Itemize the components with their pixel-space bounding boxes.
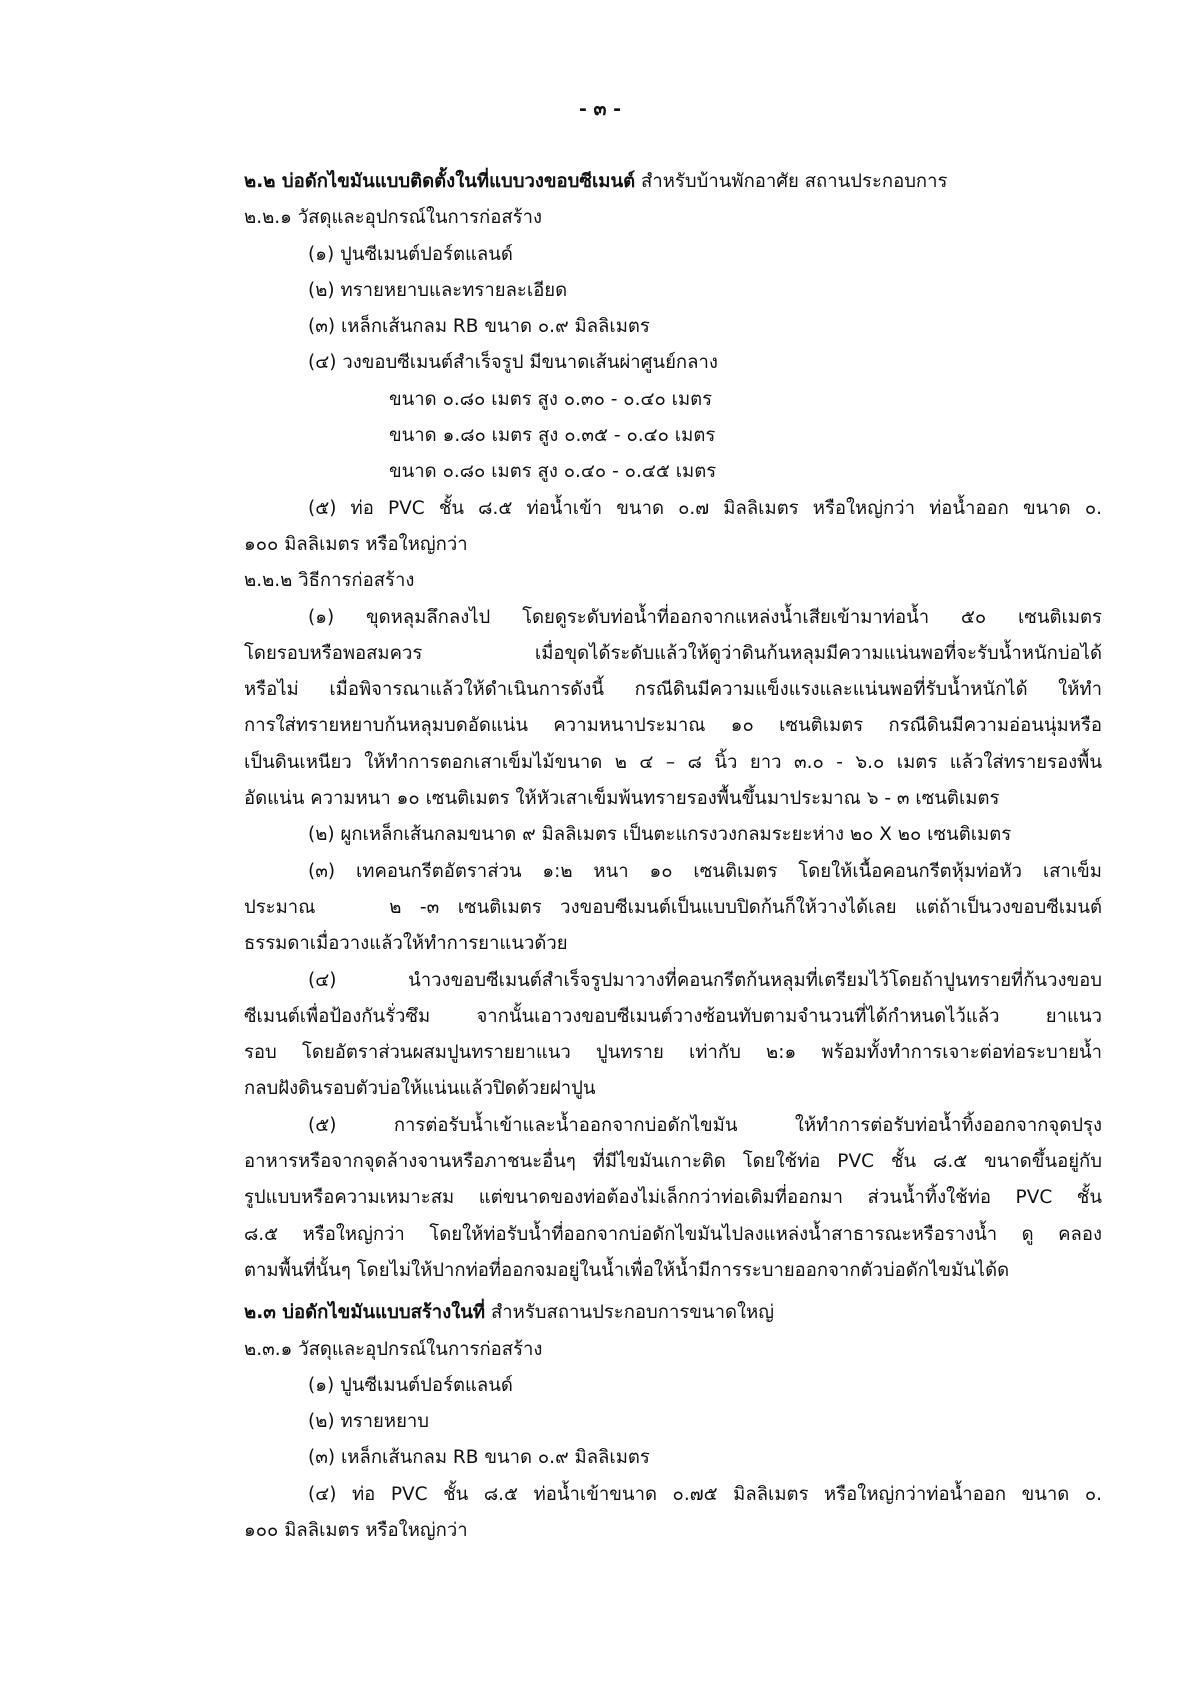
list-item: (๒) ทรายหยาบและทรายละเอียด bbox=[308, 279, 568, 301]
size-item: ขนาด ๐.๘๐ เมตร สูง ๐.๓๐ - ๐.๔๐ เมตร bbox=[389, 388, 713, 410]
paragraph-line: เป็นดินเหนียว ให้ทำการตอกเสาเข็มไม้ขนาด ๒ ๔ – ๘ นิ้ว ยาว ๓.๐ - ๖.๐ เมตร แล้วใส่ทรายรองพื้น bbox=[244, 751, 1102, 773]
list-item: (๒) ทรายหยาบ bbox=[308, 1411, 430, 1433]
paragraph-line: รูปแบบหรือความเหมาะสม แต่ขนาดของท่อต้องไม่เล็กกว่าท่อเดิมที่ออกมา ส่วนน้ำทิ้งใช้ท่อ PVC ชั้น bbox=[244, 1187, 1102, 1209]
subsection-2-3-1-title: ๒.๓.๑ วัสดุและอุปกรณ์ในการก่อสร้าง bbox=[244, 1338, 543, 1360]
paragraph-line: อาหารหรือจากจุดล้างจานหรือภาชนะอื่นๆ ที่มีไขมันเกาะติด โดยใช้ท่อ PVC ชั้น ๘.๕ ขนาดขึ้นอยู่กับ bbox=[244, 1151, 1102, 1173]
list-item: (๔) ท่อ PVC ชั้น ๘.๕ ท่อน้ำเข้าขนาด ๐.๗๕ มิลลิเมตร หรือใหญ่กว่าท่อน้ำออก ขนาด ๐. bbox=[308, 1483, 1102, 1505]
size-item: ขนาด ๐.๘๐ เมตร สูง ๐.๔๐ - ๐.๔๕ เมตร bbox=[389, 461, 717, 483]
paragraph-line: หรือไม่ เมื่อพิจารณาแล้วให้ดำเนินการดังนี้ กรณีดินมีความแข็งแรงและแน่นพอที่รับน้ำหนักได้ ให้ทำ bbox=[244, 679, 1102, 701]
list-item: (๕) ท่อ PVC ชั้น ๘.๕ ท่อน้ำเข้า ขนาด ๐.๗ มิลลิเมตร หรือใหญ่กว่า ท่อน้ำออก ขนาด ๐. bbox=[308, 497, 1102, 519]
list-item: (๑) ปูนซีเมนต์ปอร์ตแลนด์ bbox=[308, 243, 513, 265]
page-number: - ๓ - bbox=[579, 98, 621, 120]
paragraph-line: (๕) การต่อรับน้ำเข้าและน้ำออกจากบ่อดักไขมัน ให้ทำการต่อรับท่อน้ำทิ้งออกจากจุดปรุง bbox=[308, 1114, 1102, 1136]
list-item: (๔) วงขอบซีเมนต์สำเร็จรูป มีขนาดเส้นผ่าศูนย์กลาง bbox=[308, 352, 718, 374]
paragraph-line: ตามพื้นที่นั้นๆ โดยไม่ให้ปากท่อที่ออกจมอยู่ในน้ำเพื่อให้น้ำมีการระบายออกจากตัวบ่อดักไขมันได้ด bbox=[244, 1259, 1010, 1281]
paragraph-line: ซีเมนต์เพื่อป้องกันรั่วซึม จากนั้นเอาวงขอบซีเมนต์วางซ้อนทับตามจำนวนที่ได้กำหนดไว้แล้ว ยาแนว bbox=[244, 1005, 1102, 1027]
subsection-2-2-1-title: ๒.๒.๑ วัสดุและอุปกรณ์ในการก่อสร้าง bbox=[244, 207, 542, 229]
section-2-2-heading-rest: สำหรับบ้านพักอาศัย สถานประกอบการ bbox=[641, 171, 948, 192]
document-body bbox=[244, 164, 1102, 1549]
section-2-3-heading-rest: สำหรับสถานประกอบการขนาดใหญ่ bbox=[491, 1302, 774, 1324]
paragraph-line: กลบฝังดินรอบตัวบ่อให้แน่นแล้วปิดด้วยฝาปูน bbox=[244, 1078, 596, 1100]
paragraph-line: ธรรมดาเมื่อวางแล้วให้ทำการยาแนวด้วย bbox=[244, 933, 568, 955]
list-item: (๓) เหล็กเส้นกลม RB ขนาด ๐.๙ มิลลิเมตร bbox=[308, 1447, 650, 1469]
paragraph-line: การใส่ทรายหยาบก้นหลุมบดอัดแน่น ความหนาประมาณ ๑๐ เซนติเมตร กรณีดินมีความอ่อนนุ่มหรือ bbox=[244, 715, 1102, 737]
list-item-continuation: ๑๐๐ มิลลิเมตร หรือใหญ่กว่า bbox=[244, 533, 468, 555]
list-item: (๑) ปูนซีเมนต์ปอร์ตแลนด์ bbox=[308, 1374, 513, 1396]
list-item-continuation: ๑๐๐ มิลลิเมตร หรือใหญ่กว่า bbox=[244, 1519, 468, 1541]
size-item: ขนาด ๑.๘๐ เมตร สูง ๐.๓๕ - ๐.๔๐ เมตร bbox=[389, 425, 716, 447]
paragraph-line: อัดแน่น ความหนา ๑๐ เซนติเมตร ให้หัวเสาเข็มพ้นทรายรองพื้นขึ้นมาประมาณ ๖ - ๓ เซนติเมตร bbox=[244, 788, 1000, 810]
list-item: (๓) เหล็กเส้นกลม RB ขนาด ๐.๙ มิลลิเมตร bbox=[308, 316, 650, 338]
paragraph-line: (๑) ขุดหลุมลึกลงไป โดยดูระดับท่อน้ำที่ออกจากแหล่งน้ำเสียเข้ามาท่อน้ำ ๕๐ เซนติเมตร bbox=[308, 606, 1102, 628]
paragraph-line: ประมาณ ๒ -๓ เซนติเมตร วงขอบซีเมนต์เป็นแบบปิดก้นก็ให้วางได้เลย แต่ถ้าเป็นวงขอบซีเมนต์ bbox=[244, 896, 1102, 918]
section-2-2-heading bbox=[244, 164, 1102, 200]
section-2-3-heading-bold: ๒.๓ บ่อดักไขมันแบบสร้างในที่ bbox=[244, 1302, 486, 1324]
paragraph-line: ๘.๕ หรือใหญ่กว่า โดยให้ท่อรับน้ำที่ออกจากบ่อดักไขมันไปลงแหล่งน้ำสาธารณะหรือรางน้ำ ดู คลอง bbox=[244, 1223, 1102, 1245]
paragraph-line: โดยรอบหรือพอสมควร เมื่อขุดได้ระดับแล้วให้ดูว่าดินก้นหลุมมีความแน่นพอที่จะรับน้ำหนักบ่อได้ bbox=[244, 642, 1102, 664]
paragraph-line: (๓) เทคอนกรีตอัตราส่วน ๑:๒ หนา ๑๐ เซนติเมตร โดยให้เนื้อคอนกรีตหุ้มท่อหัว เสาเข็ม bbox=[308, 860, 1102, 882]
paragraph-line: (๒) ผูกเหล็กเส้นกลมขนาด ๙ มิลลิเมตร เป็นตะแกรงวงกลมระยะห่าง ๒๐ X ๒๐ เซนติเมตร bbox=[308, 824, 1012, 846]
section-2-2-heading-bold: ๒.๒ บ่อดักไขมันแบบติดตั้งในที่แบบวงขอบซีเมนต์ bbox=[244, 171, 636, 192]
section-2-3-heading bbox=[244, 1295, 1102, 1331]
subsection-2-2-2-title: ๒.๒.๒ วิธีการก่อสร้าง bbox=[244, 570, 415, 592]
paragraph-line: (๔) นำวงขอบซีเมนต์สำเร็จรูปมาวางที่คอนกรีตก้นหลุมที่เตรียมไว้โดยถ้าปูนทรายที่ก้นวงขอบ bbox=[308, 969, 1102, 991]
paragraph-line: รอบ โดยอัตราส่วนผสมปูนทรายยาแนว ปูนทราย เท่ากับ ๒:๑ พร้อมทั้งทำการเจาะต่อท่อระบายน้ำ bbox=[244, 1042, 1102, 1064]
